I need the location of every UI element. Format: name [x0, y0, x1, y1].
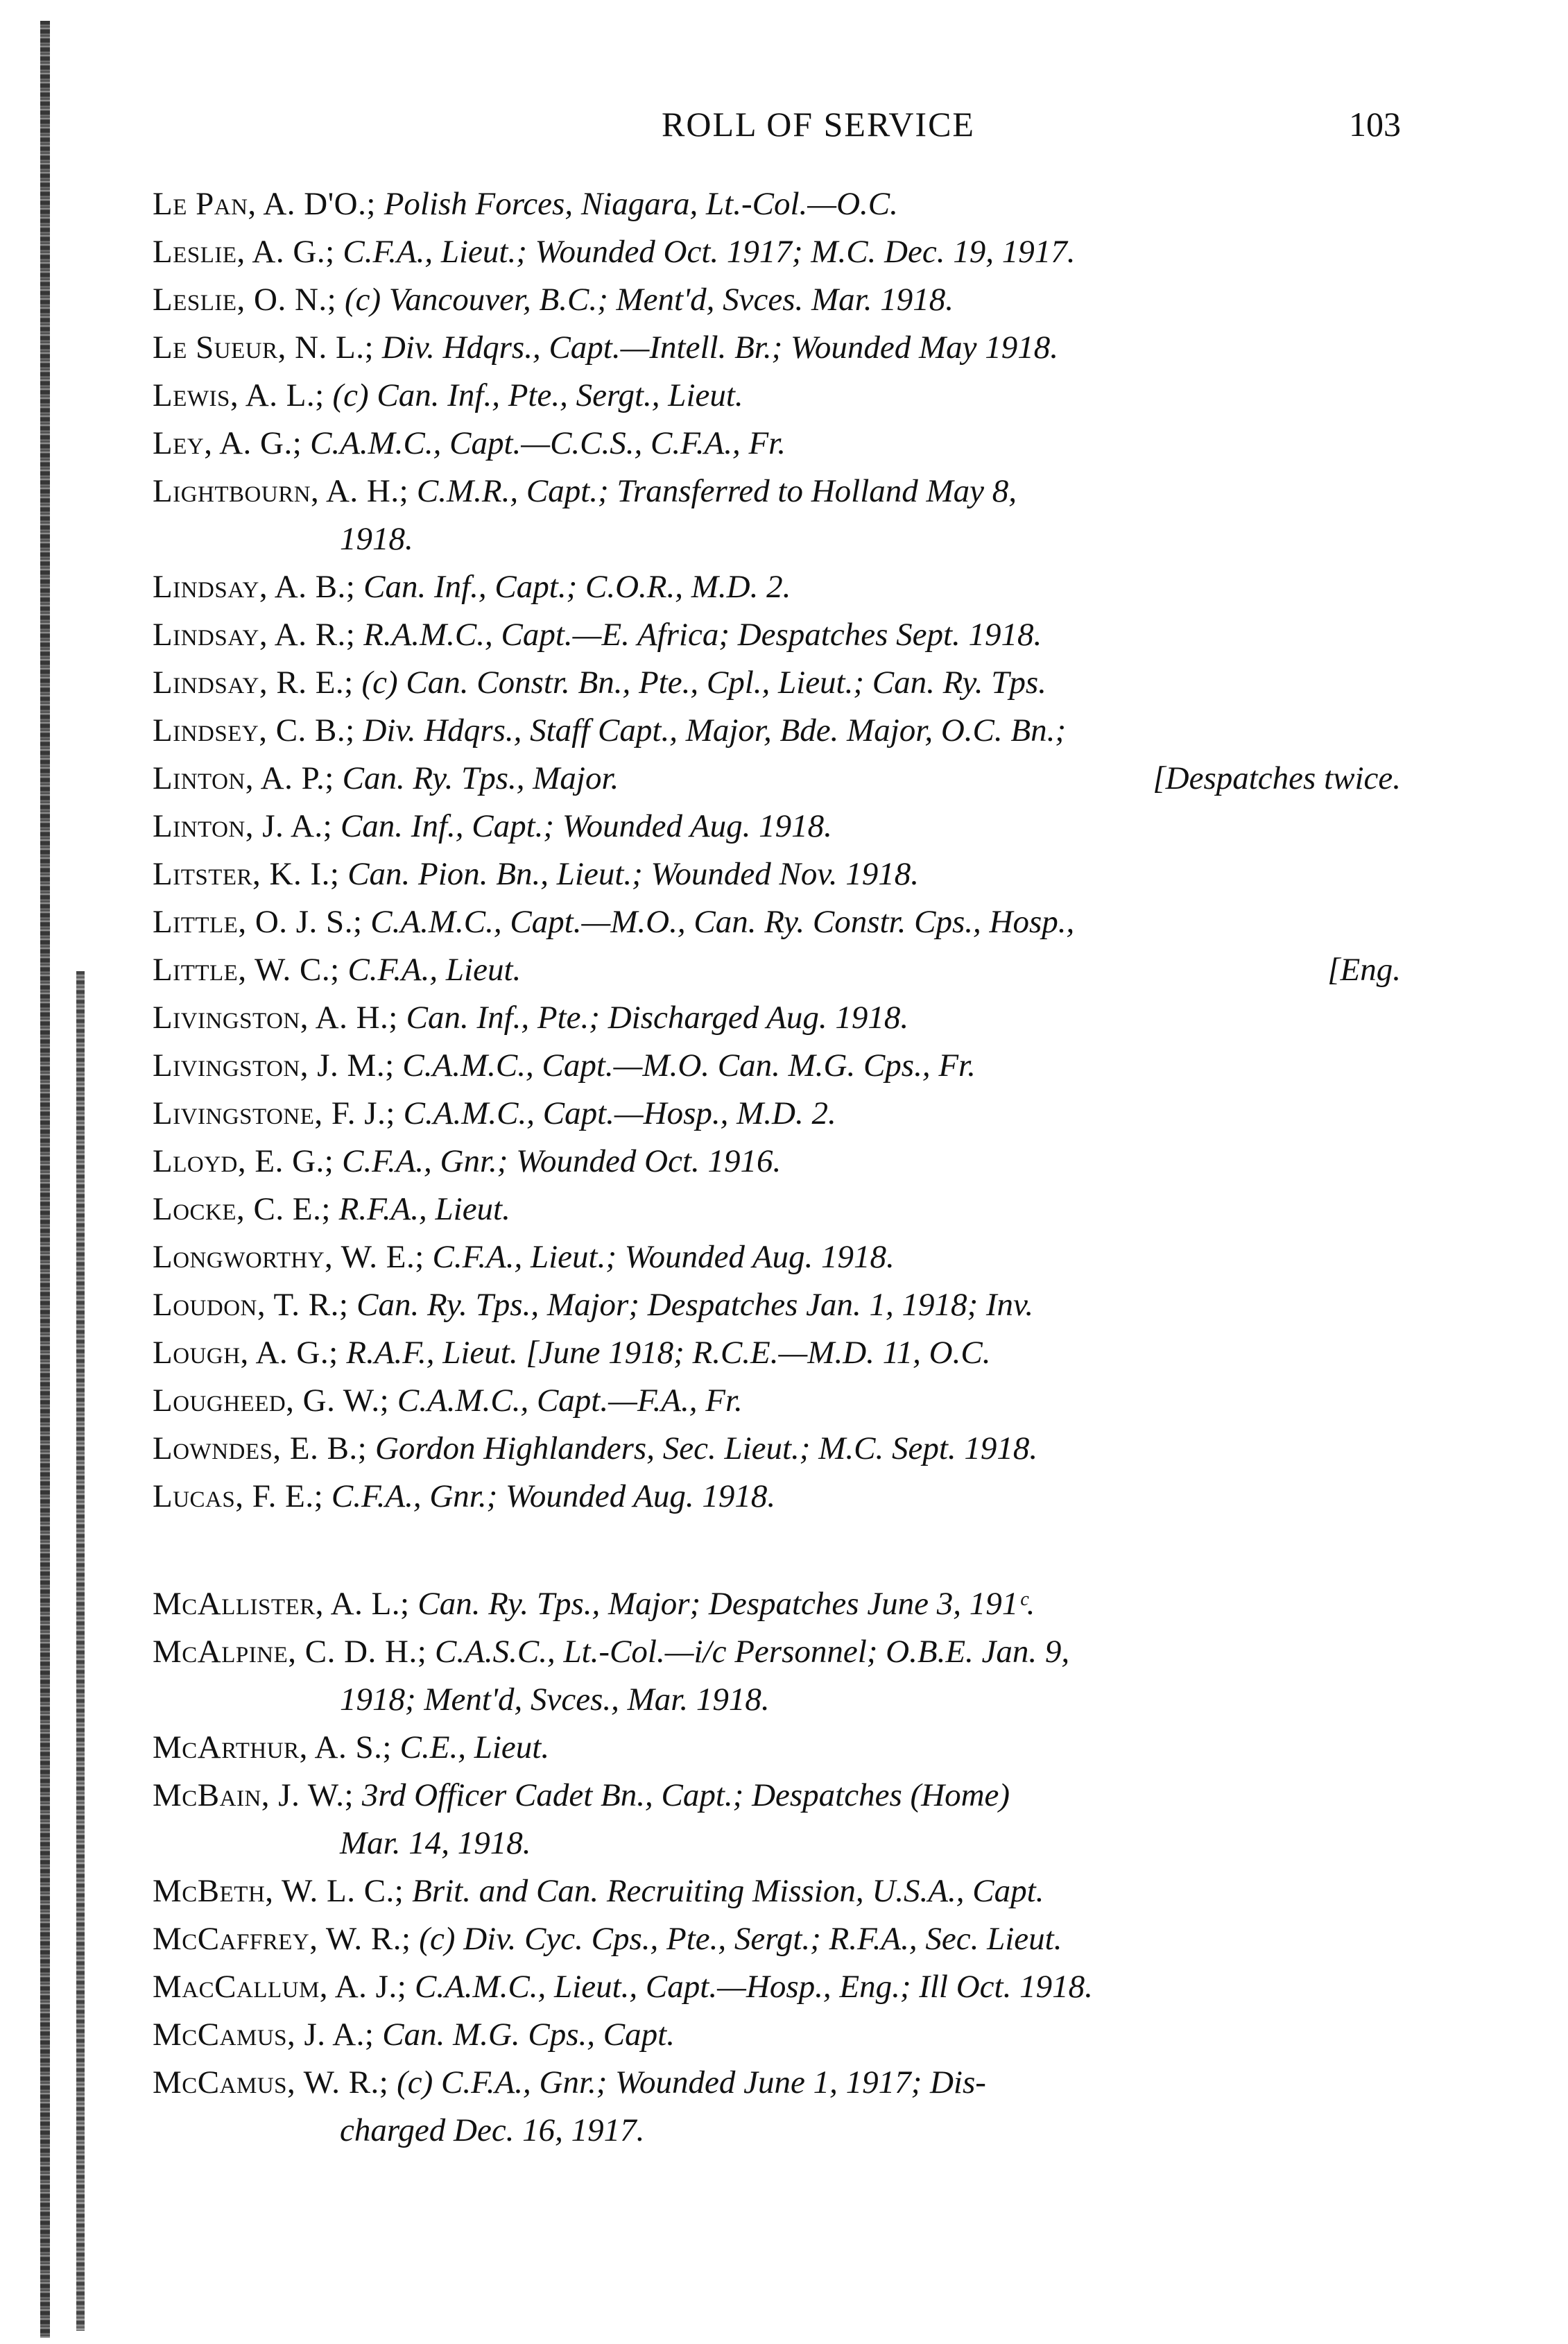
entry-details: Can. Inf., Capt.; C.O.R., M.D. 2. [363, 569, 791, 605]
entry [153, 898, 1401, 946]
entry-name: McCaffrey, W. R.; [153, 1921, 411, 1957]
entry-details: Can. Ry. Tps., Major; Despatches June 3, 191ᶜ. [417, 1586, 1035, 1622]
entry-name: MacCallum, A. J.; [153, 1969, 407, 2005]
entry-details: (c) C.F.A., Gnr.; Wounded June 1, 1917; Dis- [397, 2064, 986, 2101]
entry-name: McBain, J. W.; [153, 1777, 354, 1813]
entry-name: Locke, C. E.; [153, 1191, 331, 1227]
entry-name: Ley, A. G.; [153, 425, 302, 461]
running-title: ROLL OF SERVICE [662, 105, 975, 144]
entry [153, 707, 1401, 755]
entry-details: C.A.M.C., Capt.—C.C.S., C.F.A., Fr. [310, 425, 786, 461]
entry-name: Livingston, J. M.; [153, 1047, 395, 1084]
entry-name: Lucas, F. E.; [153, 1478, 324, 1514]
entry [153, 946, 1401, 994]
entry [153, 372, 1401, 420]
entry-name: Le Pan, A. D'O.; [153, 186, 376, 222]
entry-details: Can. Ry. Tps., Major. [342, 760, 619, 796]
entry-details: Gordon Highlanders, Sec. Lieut.; M.C. Sept. 1918. [374, 1430, 1038, 1466]
entry-name: Leslie, O. N.; [153, 282, 337, 318]
entry [153, 2059, 1401, 2155]
entry [153, 1425, 1401, 1473]
entry-name: Lindsay, R. E.; [153, 665, 354, 701]
entry-continuation: 1918; Ment'd, Svces., Mar. 1918. [340, 1682, 770, 1718]
entry-details: C.F.A., Lieut.; Wounded Aug. 1918. [432, 1239, 895, 1275]
entry-name: Little, O. J. S.; [153, 904, 363, 940]
entry [153, 659, 1401, 707]
entry [153, 1628, 1401, 1724]
entry-details: Div. Hdqrs., Staff Capt., Major, Bde. Major, O.C. Bn.; [363, 712, 1066, 748]
entry-details: C.A.S.C., Lt.-Col.—i/c Personnel; O.B.E. Jan. 9, [435, 1634, 1070, 1670]
entry-name: Lowndes, E. B.; [153, 1430, 368, 1466]
entry [153, 1090, 1401, 1138]
entry [153, 850, 1401, 898]
entry-details: C.E., Lieut. [399, 1729, 550, 1765]
entry [153, 1329, 1401, 1377]
page-number: 103 [1349, 105, 1401, 144]
entry-name: Longworthy, W. E.; [153, 1239, 424, 1275]
entry-name: Lindsey, C. B.; [153, 712, 355, 748]
entry-name: Linton, A. P.; [153, 760, 334, 796]
entry-name: Loudon, T. R.; [153, 1287, 349, 1323]
entry-name: Lindsay, A. R.; [153, 617, 356, 653]
entry [153, 1042, 1401, 1090]
entry [153, 994, 1401, 1042]
entry-details: C.F.A., Gnr.; Wounded Aug. 1918. [331, 1478, 776, 1514]
entry [153, 1377, 1401, 1425]
entry-details: R.F.A., Lieut. [338, 1191, 510, 1227]
entry-details: C.A.M.C., Capt.—F.A., Fr. [397, 1383, 743, 1419]
entry-details: 3rd Officer Cadet Bn., Capt.; Despatches (Home) [361, 1777, 1010, 1813]
entry [153, 1281, 1401, 1329]
entry-details: (c) Div. Cyc. Cps., Pte., Sergt.; R.F.A., Sec. Lieut. [419, 1921, 1062, 1957]
entry-details: Polish Forces, Niagara, Lt.-Col.—O.C. [384, 186, 898, 222]
entry [153, 803, 1401, 850]
entry [153, 420, 1401, 468]
entry-details: Can. Ry. Tps., Major; Despatches Jan. 1, 1918; Inv. [356, 1287, 1034, 1323]
entry-details: Can. M.G. Cps., Capt. [382, 2017, 675, 2053]
entry-details: C.F.A., Lieut. [347, 952, 522, 988]
page-header [153, 104, 1401, 171]
entries-mc [153, 1580, 1401, 2155]
entry-details: R.A.M.C., Capt.—E. Africa; Despatches Sept. 1918. [363, 617, 1042, 653]
entry-name: Lindsay, A. B.; [153, 569, 356, 605]
entry [153, 1867, 1401, 1915]
entry [153, 180, 1401, 228]
entry-name: Litster, K. I.; [153, 856, 340, 892]
entry-note: [Eng. [1327, 952, 1401, 988]
entry-name: Leslie, A. G.; [153, 234, 335, 270]
section-gap [153, 1521, 1401, 1571]
entry-continuation: Mar. 14, 1918. [340, 1825, 531, 1861]
entry-name: McBeth, W. L. C.; [153, 1873, 404, 1909]
entry-name: Lough, A. G.; [153, 1335, 338, 1371]
entry [153, 468, 1401, 563]
entry [153, 324, 1401, 372]
book-binding-edge [40, 21, 50, 2338]
entry-name: McCamus, J. A.; [153, 2017, 374, 2053]
entry-name: Lightbourn, A. H.; [153, 473, 409, 509]
entry-details: Brit. and Can. Recruiting Mission, U.S.A., Capt. [412, 1873, 1044, 1909]
entry-name: Linton, J. A.; [153, 808, 333, 844]
entry [153, 1772, 1401, 1867]
entry-details: R.A.F., Lieut. [June 1918; R.C.E.—M.D. 11, O.C. [346, 1335, 991, 1371]
entry-name: Lewis, A. L.; [153, 377, 325, 413]
entry-continuation: charged Dec. 16, 1917. [340, 2112, 645, 2148]
entry-details: (c) Can. Constr. Bn., Pte., Cpl., Lieut.; Can. Ry. Tps. [361, 665, 1046, 701]
entry [153, 1724, 1401, 1772]
entry-continuation: 1918. [340, 521, 413, 557]
entry [153, 1233, 1401, 1281]
entries-l [153, 180, 1401, 1521]
entry-details: C.F.A., Gnr.; Wounded Oct. 1916. [342, 1143, 782, 1179]
entry [153, 1915, 1401, 1963]
book-binding-shadow [76, 971, 85, 2331]
entry-details: Can. Inf., Pte.; Discharged Aug. 1918. [406, 1000, 909, 1036]
entry-note: [Despatches twice. [1153, 760, 1401, 796]
entry [153, 228, 1401, 276]
entry-details: C.M.R., Capt.; Transferred to Holland May 8, [416, 473, 1017, 509]
entry [153, 563, 1401, 611]
entry-details: Div. Hdqrs., Capt.—Intell. Br.; Wounded May 1918. [381, 330, 1058, 366]
entry-name: McArthur, A. S.; [153, 1729, 392, 1765]
entry-name: Livingston, A. H.; [153, 1000, 398, 1036]
entry-details: (c) Can. Inf., Pte., Sergt., Lieut. [332, 377, 743, 413]
entry-name: McAlpine, C. D. H.; [153, 1634, 427, 1670]
entry [153, 1580, 1401, 1628]
entry-details: C.A.M.C., Capt.—M.O. Can. M.G. Cps., Fr. [402, 1047, 976, 1084]
entry-name: McCamus, W. R.; [153, 2064, 389, 2101]
entry-details: C.A.M.C., Lieut., Capt.—Hosp., Eng.; Ill Oct. 1918. [415, 1969, 1093, 2005]
entry [153, 755, 1401, 803]
entry-details: Can. Pion. Bn., Lieut.; Wounded Nov. 1918. [347, 856, 919, 892]
entry [153, 2011, 1401, 2059]
entry-name: McAllister, A. L.; [153, 1586, 410, 1622]
entry [153, 1473, 1401, 1521]
entry-details: (c) Vancouver, B.C.; Ment'd, Svces. Mar. 1918. [344, 282, 954, 318]
entry-details: Can. Inf., Capt.; Wounded Aug. 1918. [340, 808, 832, 844]
entry [153, 276, 1401, 324]
entry-details: C.A.M.C., Capt.—Hosp., M.D. 2. [403, 1095, 836, 1131]
entry-details: C.F.A., Lieut.; Wounded Oct. 1917; M.C. Dec. 19, 1917. [343, 234, 1076, 270]
entry [153, 1186, 1401, 1233]
page [153, 104, 1401, 2155]
entry-name: Little, W. C.; [153, 952, 340, 988]
entry [153, 611, 1401, 659]
entry-details: C.A.M.C., Capt.—M.O., Can. Ry. Constr. Cps., Hosp., [370, 904, 1075, 940]
entry-name: Livingstone, F. J.; [153, 1095, 395, 1131]
entry [153, 1963, 1401, 2011]
entry-name: Lougheed, G. W.; [153, 1383, 390, 1419]
entry [153, 1138, 1401, 1186]
entry-name: Le Sueur, N. L.; [153, 330, 374, 366]
entry-name: Lloyd, E. G.; [153, 1143, 334, 1179]
